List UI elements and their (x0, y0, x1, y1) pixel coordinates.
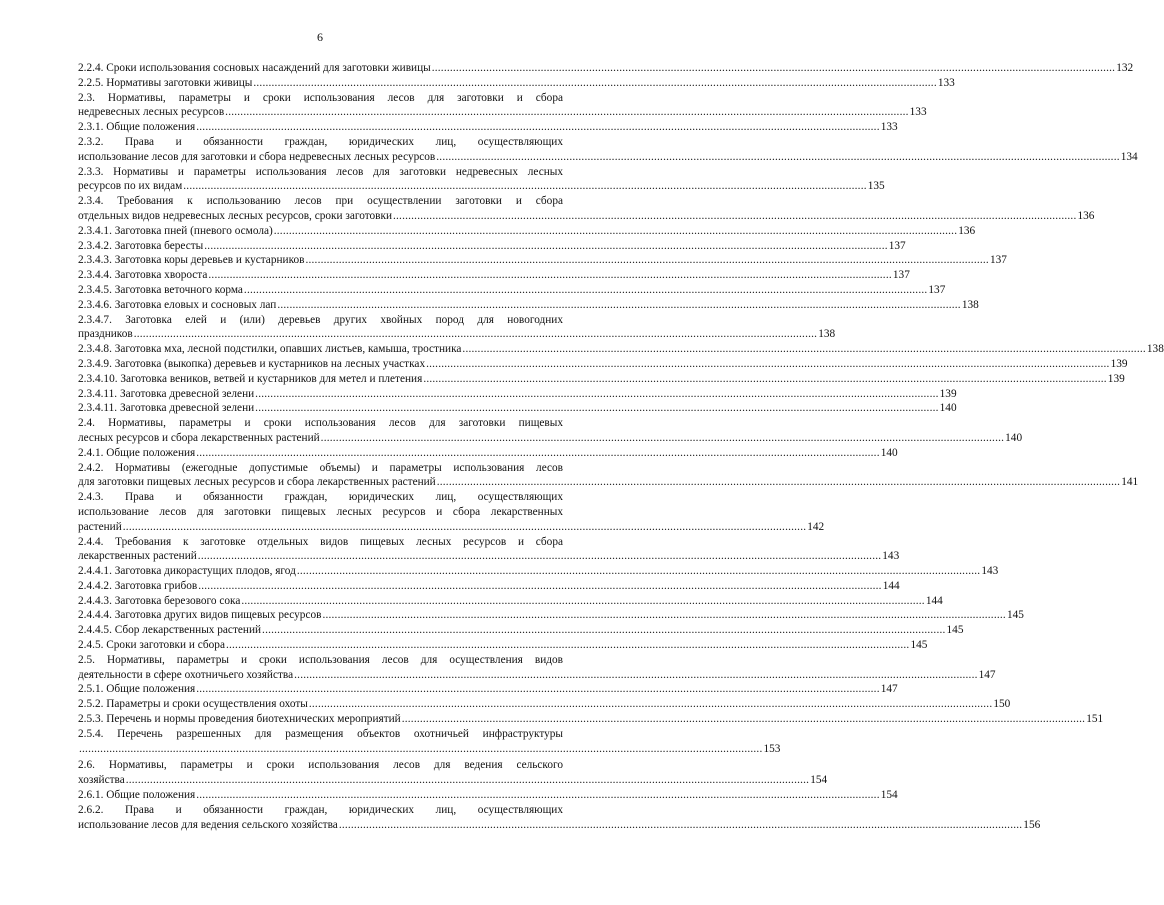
toc-dot-leader (253, 76, 936, 91)
toc-entry-line (78, 682, 898, 697)
toc-entry-text: деятельности в сфере охотничьего хозяйства (78, 668, 294, 681)
toc-entry-text: ресурсов по их видам (78, 180, 183, 193)
toc-entry-line (78, 313, 563, 328)
toc-page-number: 151 (1086, 713, 1104, 726)
toc-entry-text: 2.3.4.4. Заготовка хвороста (78, 269, 208, 282)
toc-page-number: 154 (880, 789, 898, 802)
toc-entry-text: 2.3.4.3. Заготовка коры деревьев и кустарников (78, 254, 305, 267)
toc-entry-line (78, 594, 943, 609)
toc-dot-leader (277, 298, 960, 313)
toc-entry-line (78, 372, 1125, 387)
toc-dot-leader (321, 431, 1004, 446)
toc-entry-text: 2.3.3. Нормативы и параметры использования лесов для заготовки недревесных лесных (78, 165, 563, 178)
toc-entry-text: растений (78, 520, 122, 533)
toc-entry-text: 2.4.4.4. Заготовка других видов пищевых ресурсов (78, 609, 322, 622)
toc-entry-text: 2.3.4.8. Заготовка мха, лесной подстилки, опавших листьев, камыша, тростника (78, 343, 462, 356)
toc-entry-text: 2.3.4.10. Заготовка веников, ветвей и кустарников для метел и плетения (78, 372, 423, 385)
toc-entry-text: использование лесов для ведения сельского хозяйства (78, 818, 338, 831)
toc-page-number: 133 (880, 121, 898, 134)
toc-entry-line (78, 194, 563, 209)
toc-page-number: 150 (993, 698, 1011, 711)
toc-entry-text: 2.4.4.2. Заготовка грибов (78, 579, 198, 592)
toc-dot-leader (462, 342, 1145, 357)
toc-entry-text: 2.3.4.11. Заготовка древесной зелени (78, 387, 255, 400)
toc-page-number: 138 (818, 328, 836, 341)
toc-entry-line (78, 475, 1139, 490)
toc-entry-line (78, 165, 563, 180)
toc-entry-text: 2.4. Нормативы, параметры и сроки использования лесов для заготовки пищевых (78, 417, 563, 430)
toc-entry-text: 2.3.4.1. Заготовка пней (пневого осмола) (78, 224, 273, 237)
toc-dot-leader (79, 742, 762, 757)
toc-entry-text: для заготовки пищевых лесных ресурсов и сбора лекарственных растений (78, 476, 436, 489)
toc-entry-text: хозяйства (78, 774, 125, 787)
toc-entry-text: 2.2.4. Сроки использования сосновых насаждений для заготовки живицы (78, 62, 431, 74)
toc-entry-text: 2.6.1. Общие положения (78, 789, 196, 802)
toc-page-number: 143 (981, 565, 999, 578)
toc-dot-leader (196, 682, 879, 697)
table-of-contents (78, 61, 1164, 832)
toc-page-number: 137 (888, 239, 906, 252)
toc-page-number: 142 (807, 520, 825, 533)
toc-entry-text: 2.4.2. Нормативы (ежегодные допустимые объемы) и параметры использования лесов (78, 461, 563, 474)
toc-entry-line (78, 150, 1138, 165)
toc-page-number: 133 (909, 106, 927, 119)
toc-entry-line (78, 712, 1104, 727)
toc-entry-line (78, 387, 957, 402)
toc-entry-line (78, 461, 563, 476)
toc-entry-line (78, 253, 1007, 268)
toc-entry-line (78, 224, 976, 239)
toc-entry-line (78, 788, 898, 803)
toc-entry-line (78, 742, 781, 757)
toc-page-number: 134 (1120, 150, 1138, 163)
toc-page-number: 141 (1121, 476, 1139, 489)
toc-entry-line (78, 401, 957, 416)
toc-entry-line (78, 653, 563, 668)
toc-entry-text: 2.3. Нормативы, параметры и сроки использования лесов для заготовки и сбора (78, 91, 563, 104)
toc-page-number: 144 (925, 594, 943, 607)
toc-entry-line (78, 803, 563, 818)
toc-entry-text: 2.3.4.5. Заготовка веточного корма (78, 283, 243, 296)
toc-entry-line (78, 638, 928, 653)
toc-page-number: 147 (978, 668, 996, 681)
toc-entry-line (78, 727, 563, 742)
toc-entry-text: 2.3.4.9. Заготовка (выкопка) деревьев и кустарников на лесных участках (78, 357, 426, 370)
toc-entry-text: 2.3.2. Права и обязанности граждан, юридических лиц, осуществляющих (78, 135, 563, 148)
toc-entry-text: отдельных видов недревесных лесных ресурсов, сроки заготовки (78, 209, 392, 222)
toc-entry-text: 2.2.5. Нормативы заготовки живицы (78, 76, 253, 89)
toc-entry-text: 2.3.1. Общие положения (78, 121, 196, 134)
toc-dot-leader (437, 475, 1120, 490)
toc-dot-leader (241, 594, 924, 609)
toc-entry-text: использование лесов для заготовки пищевых лесных ресурсов и сбора лекарственных (78, 505, 563, 518)
toc-page-number: 140 (880, 446, 898, 459)
toc-entry-line (78, 342, 1164, 357)
toc-entry-line (78, 505, 563, 520)
toc-entry-line (78, 549, 900, 564)
toc-dot-leader (423, 372, 1106, 387)
toc-page-number: 132 (1116, 62, 1134, 74)
toc-entry-text: 2.4.4.5. Сбор лекарственных растений (78, 624, 262, 637)
toc-entry-text: 2.5.2. Параметры и сроки осуществления охоты (78, 698, 308, 711)
toc-entry-line (78, 135, 563, 150)
toc-entry-line (78, 431, 1023, 446)
page-number: 6 (317, 30, 323, 44)
toc-entry-line (78, 818, 1041, 833)
toc-dot-leader (255, 387, 938, 402)
toc-entry-line (78, 283, 946, 298)
toc-dot-leader (196, 120, 879, 135)
toc-dot-leader (297, 564, 980, 579)
toc-dot-leader (339, 818, 1022, 833)
toc-entry-text: 2.6. Нормативы, параметры и сроки использования лесов для ведения сельского (78, 759, 563, 772)
toc-dot-leader (196, 446, 879, 461)
toc-entry-line (78, 209, 1095, 224)
toc-entry-line (78, 773, 828, 788)
toc-page-number: 147 (880, 683, 898, 696)
toc-entry-text: 2.4.1. Общие положения (78, 446, 196, 459)
toc-page-number: 138 (961, 298, 979, 311)
toc-entry-line (78, 357, 1128, 372)
toc-dot-leader (294, 668, 977, 683)
toc-dot-leader (436, 150, 1119, 165)
toc-dot-leader (402, 712, 1085, 727)
toc-entry-text: недревесных лесных ресурсов (78, 106, 225, 119)
toc-entry-text: лесных ресурсов и сбора лекарственных растений (78, 431, 320, 444)
toc-entry-text: 2.4.5. Сроки заготовки и сбора (78, 639, 225, 652)
toc-page-number: 156 (1023, 818, 1041, 831)
toc-dot-leader (204, 239, 887, 254)
toc-entry-line (78, 105, 927, 120)
toc-page-number: 153 (763, 742, 781, 755)
toc-dot-leader (123, 520, 806, 535)
toc-dot-leader (226, 638, 909, 653)
toc-page-number: 135 (867, 180, 885, 193)
toc-dot-leader (196, 788, 879, 803)
toc-entry-text: использование лесов для заготовки и сбора недревесных лесных ресурсов (78, 150, 436, 163)
toc-entry-line (78, 490, 563, 505)
toc-dot-leader (126, 773, 809, 788)
toc-entry-line (78, 416, 563, 431)
toc-page-number: 140 (939, 402, 957, 415)
toc-page-number: 138 (1146, 343, 1164, 356)
toc-entry-line (78, 758, 563, 773)
toc-dot-leader (198, 579, 881, 594)
toc-entry-text: 2.4.4.1. Заготовка дикорастущих плодов, ягод (78, 565, 296, 578)
toc-entry-line (78, 623, 964, 638)
toc-entry-line (78, 239, 906, 254)
toc-page-number: 137 (989, 254, 1007, 267)
toc-page-number: 145 (1006, 609, 1024, 622)
toc-dot-leader (134, 327, 817, 342)
toc-page-number: 133 (937, 76, 955, 89)
toc-dot-leader (183, 179, 866, 194)
toc-entry-text: 2.5.3. Перечень и нормы проведения биотехнических мероприятий (78, 713, 401, 726)
toc-dot-leader (225, 105, 908, 120)
toc-dot-leader (305, 253, 988, 268)
toc-page-number: 139 (1110, 357, 1128, 370)
toc-entry-text: 2.4.4. Требования к заготовке отдельных видов пищевых лесных ресурсов и сбора (78, 535, 563, 548)
toc-entry-text: 2.3.4.2. Заготовка бересты (78, 239, 204, 252)
toc-page-number: 143 (882, 550, 900, 563)
toc-entry-line (78, 535, 563, 550)
toc-dot-leader (309, 697, 992, 712)
toc-dot-leader (393, 209, 1076, 224)
toc-entry-text: 2.6.2. Права и обязанности граждан, юридических лиц, осуществляющих (78, 803, 563, 816)
toc-page-number: 140 (1005, 431, 1023, 444)
toc-entry-line (78, 668, 996, 683)
toc-dot-leader (274, 224, 957, 239)
toc-dot-leader (198, 549, 881, 564)
toc-entry-line (78, 120, 898, 135)
toc-entry-text: 2.5. Нормативы, параметры и сроки использования лесов для осуществления видов (78, 653, 563, 666)
toc-page-number: 136 (1077, 209, 1095, 222)
toc-page-number: 137 (892, 269, 910, 282)
toc-page-number: 145 (946, 624, 964, 637)
toc-page-number: 145 (910, 639, 928, 652)
toc-entry-line (78, 520, 825, 535)
toc-entry-line (78, 268, 910, 283)
toc-dot-leader (208, 268, 891, 283)
toc-entry-line (78, 697, 1011, 712)
toc-dot-leader (432, 61, 1115, 76)
toc-entry-text: праздников (78, 328, 133, 341)
toc-dot-leader (262, 623, 945, 638)
toc-entry-line (78, 179, 885, 194)
toc-entry-line (78, 91, 563, 106)
toc-entry-text: 2.4.3. Права и обязанности граждан, юридических лиц, осуществляющих (78, 491, 563, 504)
toc-entry-line (78, 579, 900, 594)
toc-entry-text: 2.5.4. Перечень разрешенных для размещения объектов охотничьей инфраструктуры (78, 727, 563, 740)
toc-dot-leader (244, 283, 927, 298)
toc-entry-text: 2.3.4.6. Заготовка еловых и сосновых лап (78, 298, 277, 311)
toc-entry-text: 2.3.4. Требования к использованию лесов при осуществлении заготовки и сбора (78, 195, 563, 208)
toc-page-number: 137 (928, 283, 946, 296)
toc-page-number: 139 (939, 387, 957, 400)
toc-page-number: 139 (1107, 372, 1125, 385)
toc-entry-line (78, 76, 955, 91)
toc-dot-leader (426, 357, 1109, 372)
toc-entry-text: 2.3.4.7. Заготовка елей и (или) деревьев других хвойных пород для новогодних (78, 313, 563, 326)
toc-dot-leader (255, 401, 938, 416)
toc-dot-leader (322, 608, 1005, 623)
toc-entry-line (78, 564, 999, 579)
toc-entry-text: 2.4.4.3. Заготовка березового сока (78, 594, 241, 607)
toc-entry-text: 2.5.1. Общие положения (78, 683, 196, 696)
toc-entry-line (78, 608, 1024, 623)
toc-entry-text: 2.3.4.11. Заготовка древесной зелени (78, 402, 255, 415)
toc-page-number: 136 (958, 224, 976, 237)
toc-page-number: 154 (810, 774, 828, 787)
toc-entry-line (78, 327, 836, 342)
toc-entry-line (78, 298, 979, 313)
toc-entry-line (78, 61, 1134, 76)
toc-entry-line (78, 446, 898, 461)
toc-page-number: 144 (882, 579, 900, 592)
toc-entry-text: лекарственных растений (78, 550, 197, 563)
